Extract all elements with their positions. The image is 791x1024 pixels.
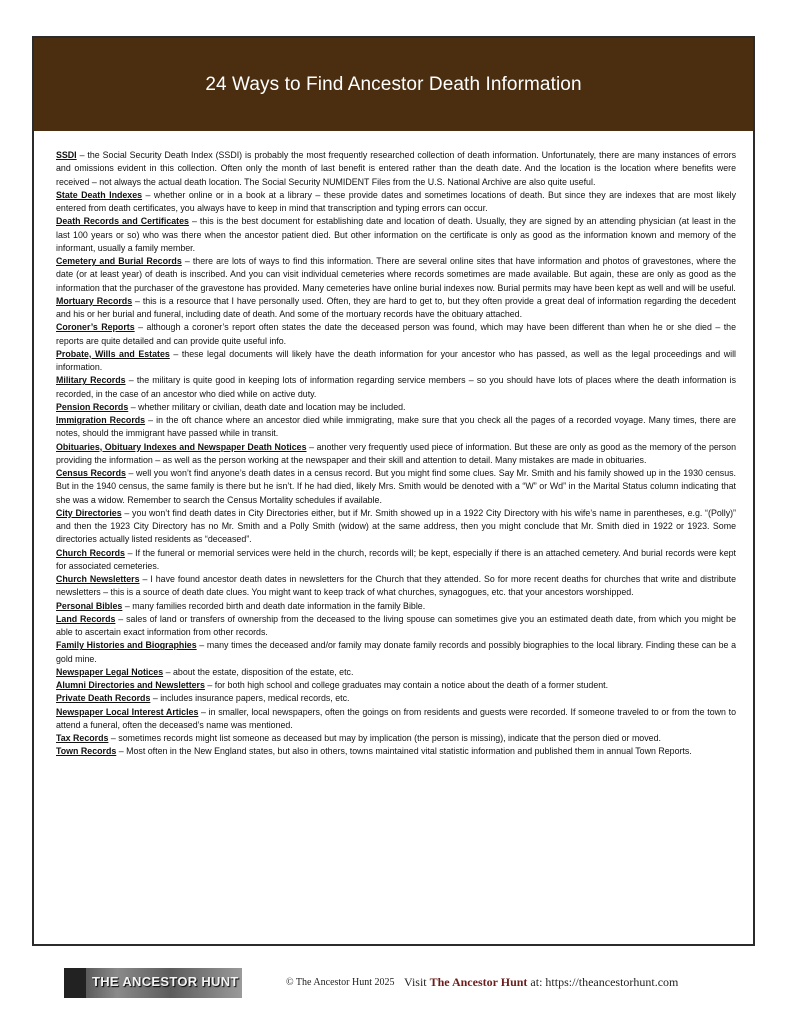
title-banner: [34, 38, 753, 131]
entry-description: – If the funeral or memorial services were held in the church, records will; be kept, especially if there is an attached cemetery. And burial records were kept for associated cemeteries.: [56, 547, 736, 571]
entry-item: [56, 600, 736, 613]
entry-description: – many families recorded birth and death date information in the family Bible.: [122, 600, 426, 611]
entry-description: – Most often in the New England states, but also in others, towns maintained vital statistic information and published them in annual Town Reports.: [116, 746, 692, 757]
entry-description: – the military is quite good in keeping lots of information regarding service members – so you should have lots of places where the death information is recorded, in the case of an ancestor who died while on active duty.: [56, 375, 737, 399]
entry-description: – this is a resource that I have personally used. Often, they are hard to get to, but they often provide a great deal of information regarding the decedent and his or her burial and funeral, including date of death. And some of the mortuary records have the obituary attached.: [56, 295, 737, 319]
footer: [64, 966, 744, 1002]
entry-item: [56, 679, 736, 692]
entry-item: [56, 255, 736, 295]
entry-item: [56, 692, 736, 705]
entry-term: Church Records: [56, 547, 125, 558]
entry-term: Newspaper Local Interest Articles: [56, 706, 199, 717]
entry-term: Obituaries, Obituary Indexes and Newspaper Death Notices: [56, 441, 307, 452]
entry-term: Military Records: [56, 375, 126, 386]
entry-term: Family Histories and Biographies: [56, 640, 197, 651]
page-title: 24 Ways to Find Ancestor Death Information: [205, 73, 582, 95]
logo-text: THE ANCESTOR HUNT: [92, 974, 239, 989]
visit-brand: The Ancestor Hunt: [429, 975, 528, 989]
entry-description: – you won’t find death dates in City Directories either, but if Mr. Smith showed up in a 1922 City Directory with his wife’s name in parentheses, e.g. “(Polly)” and then the 1923 City Directory has no Mr. Smith and a Polly Smith (widow) at the same address, then you might conclude that Mr. Smith died in 1922 or 1923. Some directories actually listed residents as “deceased”.: [56, 507, 737, 545]
entry-term: Census Records: [56, 468, 126, 478]
entry-item: [56, 374, 736, 401]
entry-item: [56, 348, 736, 375]
entry-term: Mortuary Records: [56, 295, 133, 306]
visit-prefix: Visit: [404, 975, 430, 989]
entry-description: – about the estate, disposition of the estate, etc.: [163, 666, 354, 677]
entry-description: – in the oft chance where an ancestor died while immigrating, make sure that you check all the pages of a recorded voyage. Many times, there are notes, should the immigrant have passed while in transit.: [56, 415, 736, 439]
entry-item: [56, 639, 736, 666]
entry-item: [56, 215, 736, 255]
entry-term: Tax Records: [56, 733, 109, 743]
ancestor-hunt-logo: [64, 968, 242, 998]
entry-description: – in smaller, local newspapers, often the goings on from residents and guests were recorded. If someone traveled to or from the town to attend a funeral, often the deceased’s name was mentioned.: [56, 706, 736, 730]
entry-term: Private Death Records: [56, 693, 151, 704]
entry-term: SSDI: [56, 150, 77, 160]
entry-term: Immigration Records: [56, 415, 146, 425]
copyright-notice: © The Ancestor Hunt 2025: [286, 977, 395, 988]
document-frame: [32, 36, 755, 946]
entry-term: City Directories: [56, 507, 122, 518]
entry-item: [56, 507, 736, 547]
entry-item: [56, 613, 736, 640]
entry-item: [56, 706, 736, 733]
entry-item: [56, 441, 736, 468]
entry-description: – many times the deceased and/or family may donate family records and possibly biographies to the local library. Finding these can be a gold mine.: [56, 640, 737, 664]
entry-item: [56, 321, 736, 348]
entry-item: [56, 732, 736, 745]
entry-description: – sales of land or transfers of ownership from the deceased to the living spouse can sometimes give you an estimated death date, from which you might be able to ascertain exact information from other records.: [56, 613, 736, 637]
entry-term: Coroner’s Reports: [56, 322, 135, 333]
visit-url: at: https://theancestorhunt.com: [527, 975, 679, 989]
entry-description: – sometimes records might list someone as deceased but may by implication (the person is missing), indicate that the person died or moved.: [108, 733, 661, 743]
entry-item: [56, 414, 736, 441]
entry-term: Land Records: [56, 613, 116, 624]
entry-description: – the Social Security Death Index (SSDI) is probably the most frequently researched collection of death information. Unfortunately, there are many instances of errors and omissions evident in this collection. Often only the month of last benefit is entered rather than the death date. And the location is the location where benefits were received – not always the actual death location. The Social Security NUMIDENT Files from the U.S. National Archive are also quite useful.: [56, 150, 736, 187]
entry-item: [56, 745, 736, 758]
entry-item: [56, 547, 736, 574]
entry-description: – another very frequently used piece of information. But these are only as good as the memory of the person providing the information – as well as the person working at the newspaper and their skill and attention to detail. Many mistakes are made in obituaries.: [56, 441, 736, 465]
entry-term: Newspaper Legal Notices: [56, 666, 164, 677]
entry-description: – includes insurance papers, medical records, etc.: [150, 693, 350, 704]
entry-term: Cemetery and Burial Records: [56, 256, 182, 266]
entry-description: – well you won’t find anyone’s death dates in a census record. But you might find some clues. Say Mr. Smith and his family showed up in the 1930 census. But in the 1940 census, the same family is there but he isn’t. If he had died, likely Mrs. Smith would be denoted with a “W” or Wd” in the Marital Status column indicating that she was a widow. Remember to search the Census Mortality schedules if available.: [56, 468, 736, 505]
entry-term: Pension Records: [56, 401, 129, 412]
entry-description: – I have found ancestor death dates in newsletters for the Church that they attended. So for more recent deaths for churches that write and distribute newsletters – this is a source of death date clues. You might want to keep track of what churches, synagogues, etc. that your ancestors worshipped.: [56, 574, 736, 598]
entry-description: – for both high school and college graduates may contain a notice about the death of a former student.: [204, 680, 609, 690]
visit-link-text: [404, 975, 678, 990]
entry-item: [56, 573, 736, 600]
entry-description: – whether military or civilian, death date and location may be included.: [128, 401, 406, 412]
entry-item: [56, 295, 736, 322]
entry-description: – this is the best document for establishing date and location of death. Usually, they are signed by an attending physician (at least in the last 100 years or so) who was there when the ancestor patient died. But other information on the certificate is only as good as the information known and memory of the informant, usually a family member.: [56, 216, 736, 253]
entry-description: – whether online or in a book at a library – these provide dates and sometimes locations of death. But since they are indexes that are most likely entered from death certificates, you always have to keep in mind that transcription and typing errors can occur.: [56, 189, 737, 213]
entry-item: [56, 666, 736, 679]
entry-item: [56, 467, 736, 507]
entry-description: – although a coroner’s report often states the date the deceased person was found, which may have been different than when he or she died – the reports are quite detailed and can provide quite useful info.: [56, 322, 736, 346]
entry-term: Alumni Directories and Newsletters: [56, 680, 205, 690]
logo-strip: [64, 968, 86, 998]
entry-term: Church Newsletters: [56, 574, 140, 584]
entry-item: [56, 189, 736, 216]
entry-description: – these legal documents will likely have the death information for your ancestor who has passed, as well as the legal proceedings and will information.: [56, 348, 737, 372]
entry-term: State Death Indexes: [56, 189, 143, 200]
entry-term: Probate, Wills and Estates: [56, 348, 170, 359]
entry-term: Town Records: [56, 746, 117, 757]
entries-list: [56, 149, 736, 759]
entry-item: [56, 149, 736, 189]
entry-description: – there are lots of ways to find this information. There are several online sites that have information and photos of gravestones, where the date (or at least year) of death is inscribed. And you can visit individual cemeteries where records sometimes are made available. But again, these are only as good as the information that the purchaser of the gravestone has provided. Many cemeteries have online burial indexes now. Burial permits may have been kept as well and will be useful.: [56, 256, 736, 293]
entry-item: [56, 401, 736, 414]
entry-term: Personal Bibles: [56, 600, 123, 611]
entry-term: Death Records and Certificates: [56, 216, 189, 227]
